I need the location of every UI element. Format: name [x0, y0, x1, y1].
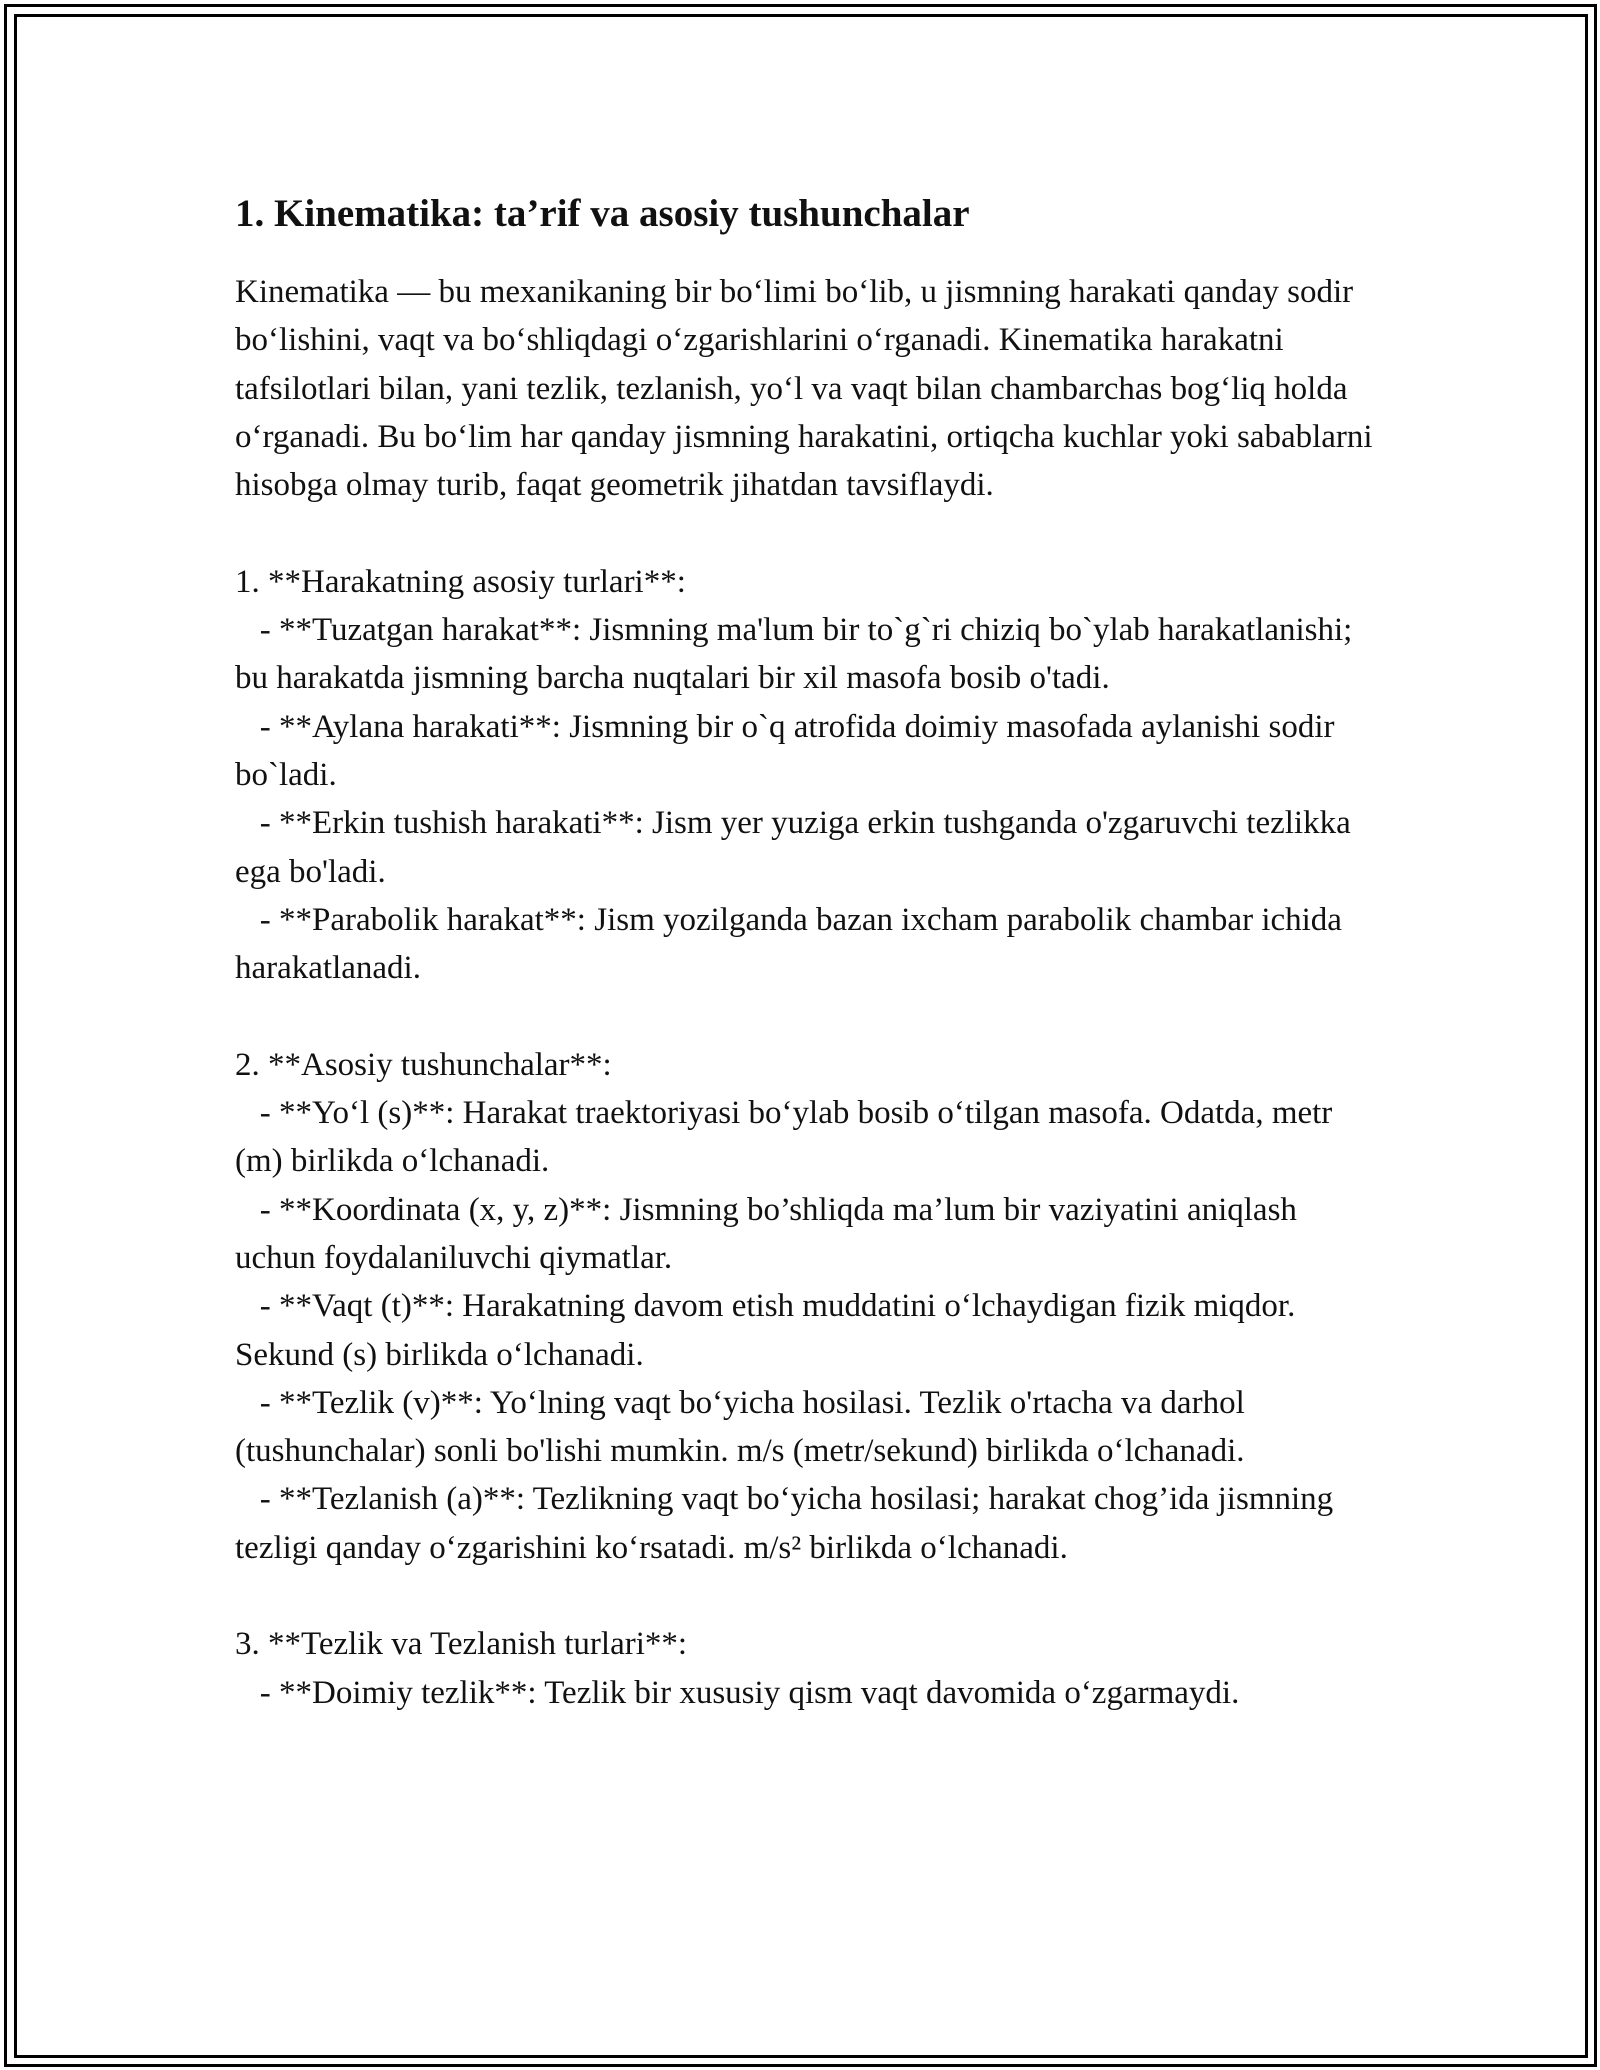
list-item: - **Tezlik (v)**: Yo‘lning vaqt bo‘yicha hosilasi. Tezlik o'rtacha va darhol (tushunchalar) sonli bo'lishi mumkin. m/s (metr/sekund) birlikda o‘lchanadi. — [235, 1384, 1253, 1470]
document-title: 1. Kinematika: ta’rif va asosiy tushunchalar — [235, 192, 970, 235]
list-item: - **Doimiy tezlik**: Tezlik bir xususiy qism vaqt davomida o‘zgarmaydi. — [235, 1674, 1240, 1711]
list-item: - **Vaqt (t)**: Harakatning davom etish muddatini o‘lchaydigan fizik miqdor. Sekund (s) birlikda o‘lchanadi. — [235, 1288, 1304, 1373]
intro-paragraph: Kinematika — bu mexanikaning bir bo‘limi bo‘lib, u jismning harakati qanday sodir bo‘lishini, vaqt va bo‘shliqdagi o‘zgarishlarini o‘rganadi. Kinematika harakatni tafsilotlari bilan, yani tezlik, tezlanish, yo‘l va vaqt bilan chambarchas bog‘liq holda o‘rganadi. Bu bo‘lim har qanday jismning harakatini, ortiqcha kuchlar yoki sabablarni hisobga olmay turib, faqat geometrik jihatdan tavsiflaydi. — [235, 274, 1381, 504]
list-item: - **Erkin tushish harakati**: Jism yer yuziga erkin tushganda o'zgaruvchi tezlikka ega bo'ladi. — [235, 805, 1359, 890]
list-item: - **Aylana harakati**: Jismning bir o`q atrofida doimiy masofada aylanishi sodir bo`ladi. — [235, 708, 1343, 793]
section-heading: 2. **Asosiy tushunchalar**: — [235, 1046, 612, 1083]
section-heading: 1. **Harakatning asosiy turlari**: — [235, 563, 686, 600]
section-heading: 3. **Tezlik va Tezlanish turlari**: — [235, 1626, 688, 1663]
paragraph-gap — [235, 1572, 1375, 1620]
list-item: - **Tuzatgan harakat**: Jismning ma'lum bir to`g`ri chiziq bo`ylab harakatlanishi; bu harakatda jismning barcha nuqtalari bir xil masofa bosib o'tadi. — [235, 612, 1361, 697]
list-item: - **Yo‘l (s)**: Harakat traektoriyasi bo‘ylab bosib o‘tilgan masofa. Odatda, metr (m) birlikda o‘lchanadi. — [235, 1095, 1341, 1180]
list-item: - **Parabolik harakat**: Jism yozilganda bazan ixcham parabolik chambar ichida harakatlanadi. — [235, 901, 1351, 987]
section-velocity-types — [235, 1620, 1375, 1717]
document-body — [235, 186, 1381, 1717]
paragraph-gap — [235, 992, 1375, 1040]
section-basic-concepts — [235, 1041, 1375, 1572]
list-item: - **Koordinata (x, y, z)**: Jismning bo’shliqda ma’lum bir vaziyatini aniqlash uchun foydalaniluvchi qiymatlar. — [235, 1191, 1306, 1276]
section-motion-types — [235, 558, 1375, 993]
paragraph-gap — [235, 509, 1375, 557]
list-item: - **Tezlanish (a)**: Tezlikning vaqt bo‘yicha hosilasi; harakat chog’ida jismning tezligi qanday o‘zgarishini ko‘rsatadi. m/s² birlikda o‘lchanadi. — [235, 1481, 1342, 1566]
